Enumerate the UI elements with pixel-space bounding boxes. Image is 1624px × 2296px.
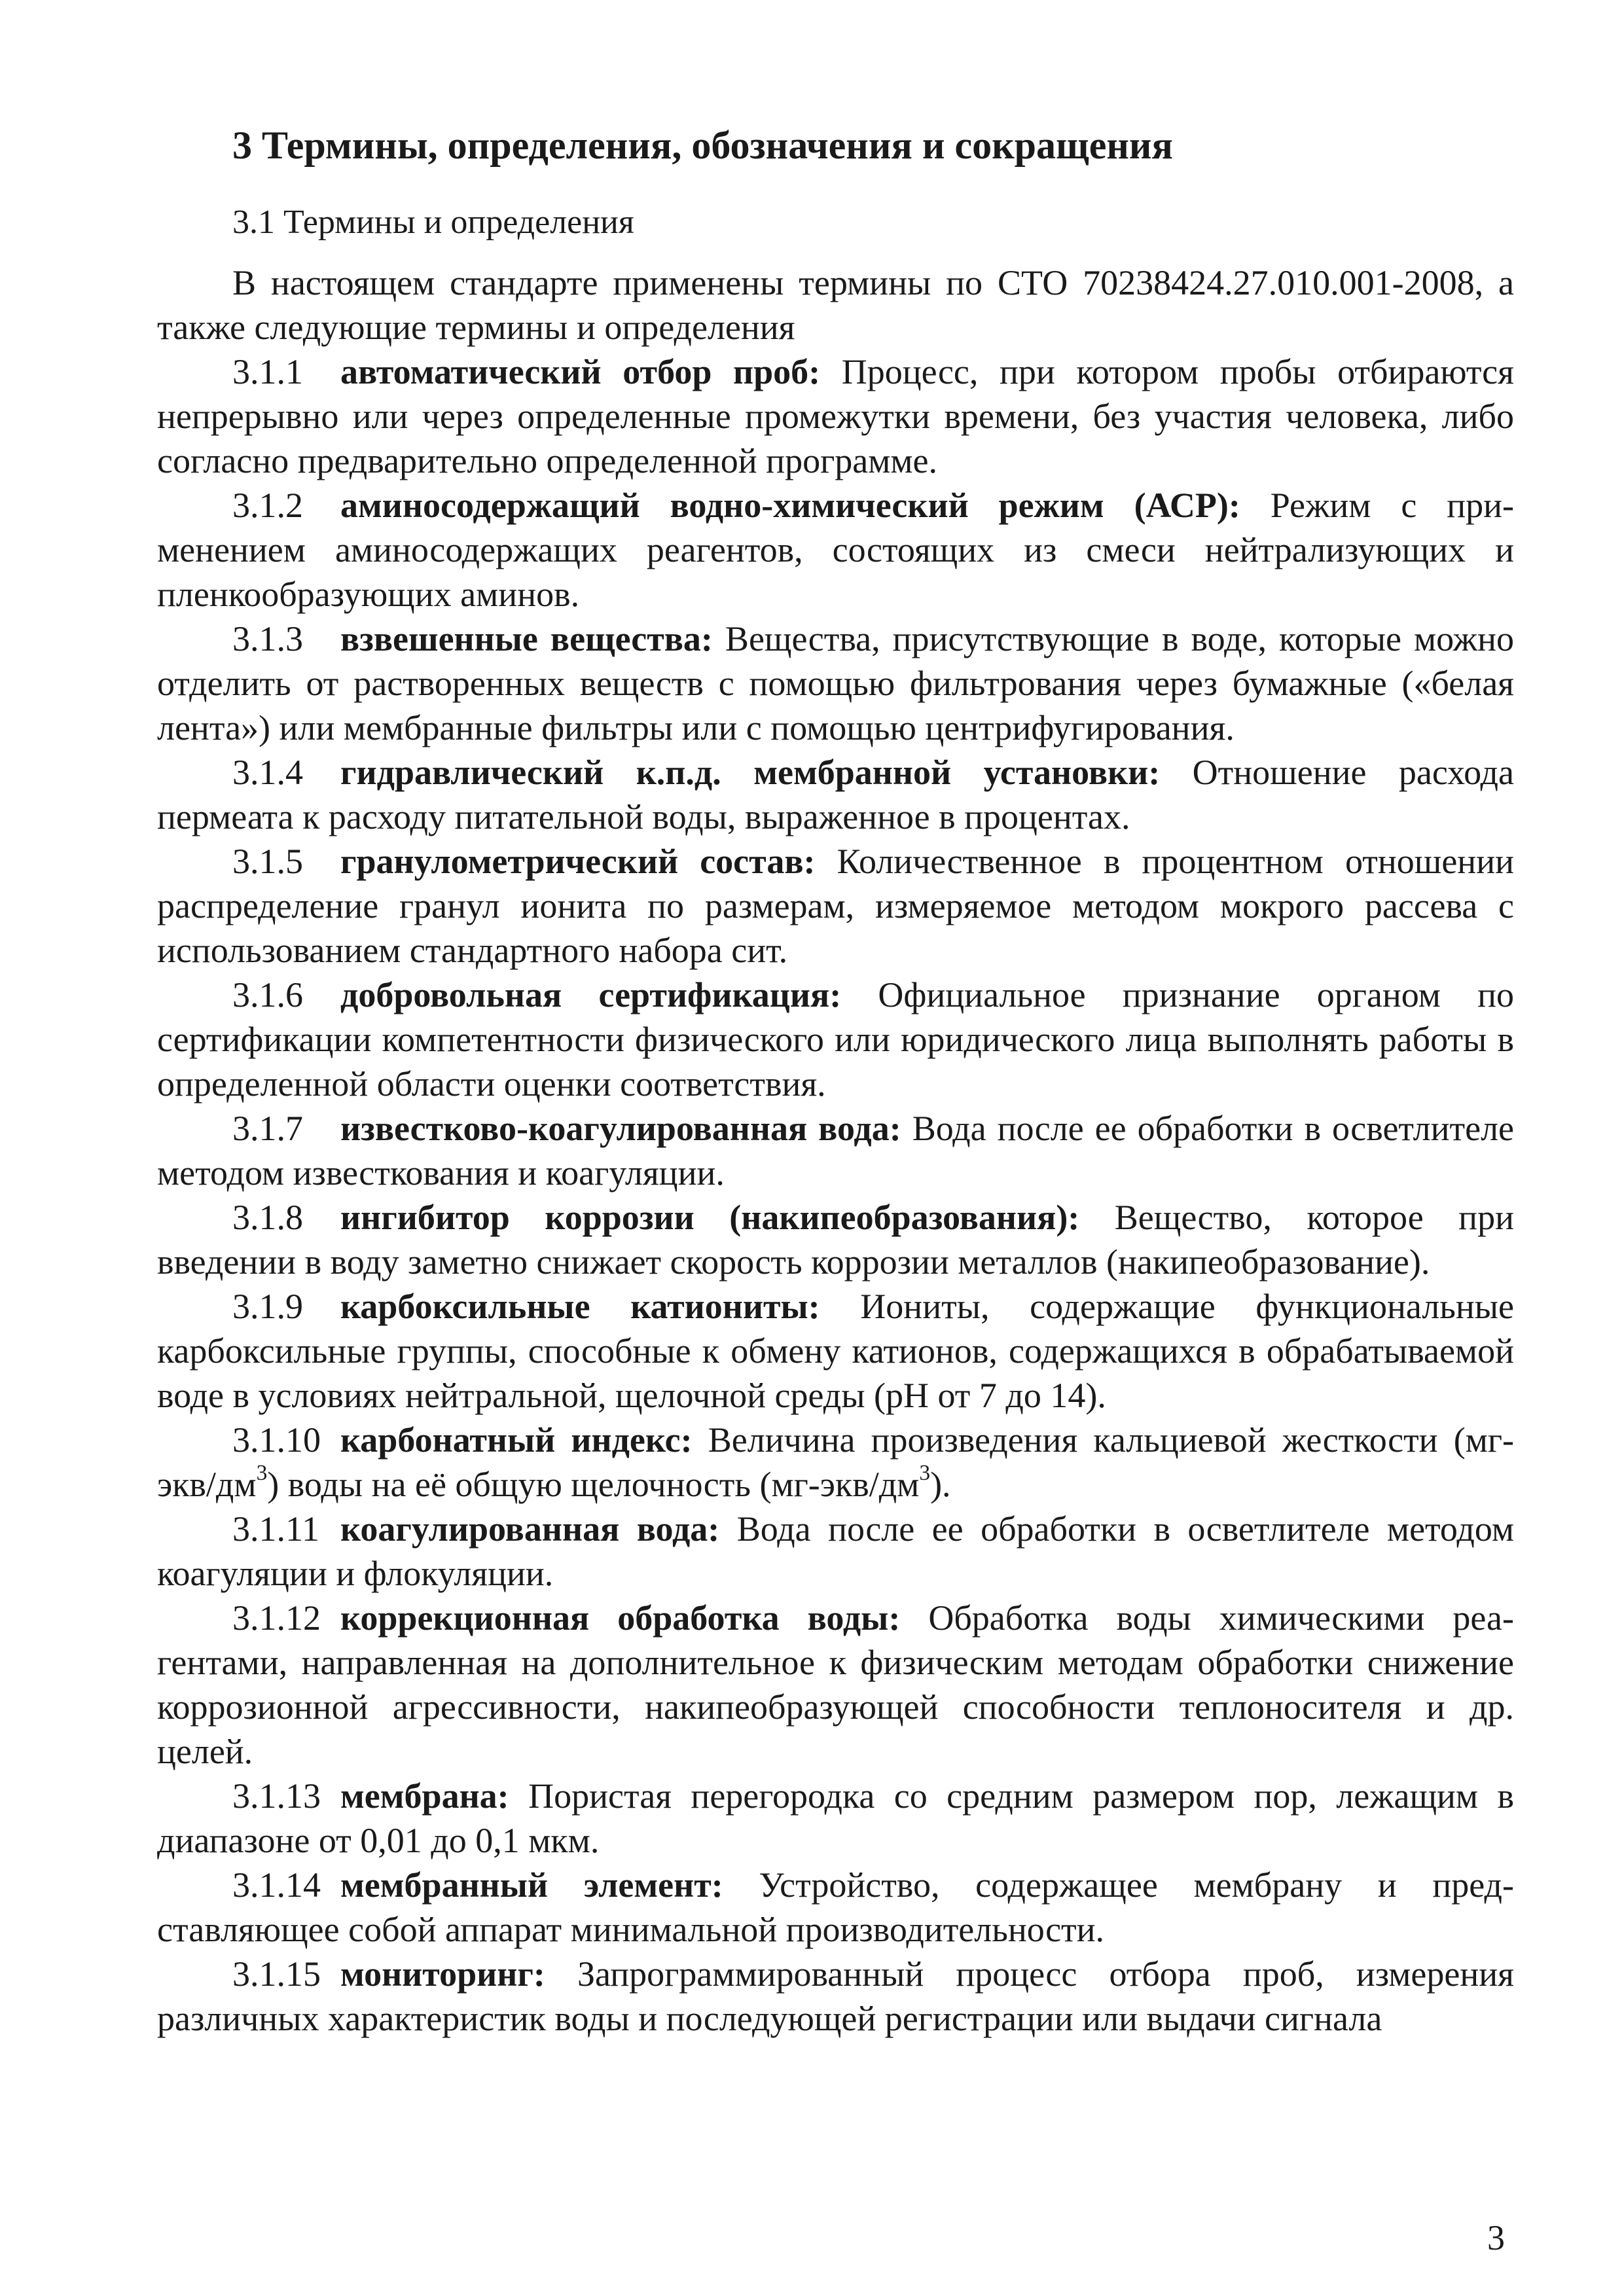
clause-number: 3.1.1 [232,352,303,391]
term-definition: Режим с применением аминосодержащих реагентов, состоящих из смеси нейтрализующих и пленкообразующих аминов. [157,486,1514,614]
clause-number: 3.1.10 [232,1420,321,1460]
term-title: добровольная сертификация: [340,975,842,1014]
term-definition: Вода после ее обработки в осветлителе методом коагуляции и флокуляции. [157,1509,1514,1593]
definition-3-1-4 [157,750,1514,839]
term-title: аминосодержащий водно-химический режим (АСР): [340,486,1240,525]
page-number: 3 [1487,2218,1505,2257]
definition-3-1-10 [157,1418,1514,1507]
definition-3-1-15 [157,1952,1514,2041]
term-definition: Вещества, присутствующие в воде, которые можно отделить от растворенных веществ с помощью фильтрования через бумажные («белая лента») или мембранные фильтры или с помощью центрифугирования. [157,619,1514,747]
term-title: мембрана: [340,1776,509,1816]
term-definition: Устройство, содержащее мембрану и представляющее собой аппарат минимальной производительности. [157,1865,1514,1949]
definition-3-1-3 [157,617,1514,750]
definition-3-1-2 [157,483,1514,617]
term-title: карбоксильные катиониты: [340,1287,820,1326]
term-title: коррекционная обработка воды: [340,1598,901,1638]
term-definition-end: ). [930,1465,951,1504]
term-title: автоматический отбор проб: [340,352,821,391]
superscript: 3 [919,1460,931,1485]
term-definition-cont: ) воды на её общую щелочность (мг-экв/дм [267,1465,920,1504]
term-title: карбонатный индекс: [340,1420,693,1460]
definition-3-1-5 [157,839,1514,973]
term-definition: Обработка воды химическими реагентами, направленная на дополнительное к физическим методам обработки снижение коррозионной агрессивности, накипеобразующей способности теплоносителя и др. целей. [157,1598,1514,1771]
intro-paragraph: В настоящем стандарте применены термины по СТО 70238424.27.010.001-2008, а также следующие термины и определения [157,263,1514,347]
definition-3-1-9 [157,1284,1514,1418]
term-title: гидравлический к.п.д. мембранной установки: [340,753,1161,792]
clause-number: 3.1.9 [232,1287,303,1326]
term-definition: Официальное признание органом по сертификации компетентности физического или юридического лица выполнять работы в определенной области оценки соответствия. [157,975,1514,1103]
clause-number: 3.1.5 [232,842,303,881]
term-definition: Отношение расхода пермеата к расходу питательной воды, выраженное в процентах. [157,753,1514,836]
clause-number: 3.1.3 [232,619,303,658]
term-title: ингибитор коррозии (накипеобразования): [340,1198,1080,1237]
clause-number: 3.1.12 [232,1598,321,1638]
term-definition: Вещество, которое при введении в воду заметно снижает скорость коррозии металлов (накипеобразование). [157,1198,1514,1282]
term-definition: Запрограммированный процесс отбора проб, измерения различных характеристик воды и последующей регистрации или выдачи сигнала [157,1954,1514,2038]
definition-3-1-1 [157,350,1514,483]
definition-3-1-14 [157,1863,1514,1952]
section-heading: 3 Термины, определения, обозначения и сокращения [232,124,1173,167]
term-definition: Иониты, содержащие функциональные карбоксильные группы, способные к обмену катионов, содержащихся в обрабатываемой воде в условиях нейтральной, щелочной среды (pH от 7 до 14). [157,1287,1515,1415]
term-title: мониторинг: [340,1954,545,1994]
clause-number: 3.1.11 [232,1509,319,1549]
term-definition: Пористая перегородка со средним размером пор, лежащим в диапазоне от 0,01 до 0,1 мкм. [157,1776,1514,1860]
clause-number: 3.1.4 [232,753,303,792]
clause-number: 3.1.13 [232,1776,321,1816]
clause-number: 3.1.2 [232,486,303,525]
term-title: коагулированная вода: [340,1509,720,1549]
term-title: взвешенные вещества: [340,619,713,658]
clause-number: 3.1.7 [232,1109,303,1148]
term-title: известково-коагулированная вода: [340,1109,901,1148]
term-definition: Количественное в процентном отношении распределение гранул ионита по размерам, измеряемое методом мокрого рассева с использованием стандартного набора сит. [157,842,1514,970]
definition-3-1-11 [157,1507,1514,1596]
term-title: гранулометрический состав: [340,842,816,881]
definition-3-1-12 [157,1596,1514,1774]
clause-number: 3.1.15 [232,1954,321,1994]
definition-3-1-6 [157,973,1514,1106]
definition-3-1-7 [157,1106,1514,1195]
term-definition: Вода после ее обработки в осветлителе методом известкования и коагуляции. [157,1109,1514,1193]
term-definition: Величина произведения кальциевой жесткости (мг-экв/дм [157,1420,1515,1504]
superscript: 3 [256,1460,268,1485]
term-title: мембранный элемент: [340,1865,723,1905]
clause-number: 3.1.14 [232,1865,321,1905]
clause-number: 3.1.6 [232,975,303,1014]
term-definition: Процесс, при котором пробы отбираются непрерывно или через определенные промежутки времени, без участия человека, либо согласно предварительно определенной программе. [157,352,1514,480]
clause-number: 3.1.8 [232,1198,303,1237]
document-body [157,260,1514,2041]
definition-3-1-13 [157,1774,1514,1863]
definition-3-1-8 [157,1195,1514,1284]
subsection-heading: 3.1 Термины и определения [232,204,634,241]
